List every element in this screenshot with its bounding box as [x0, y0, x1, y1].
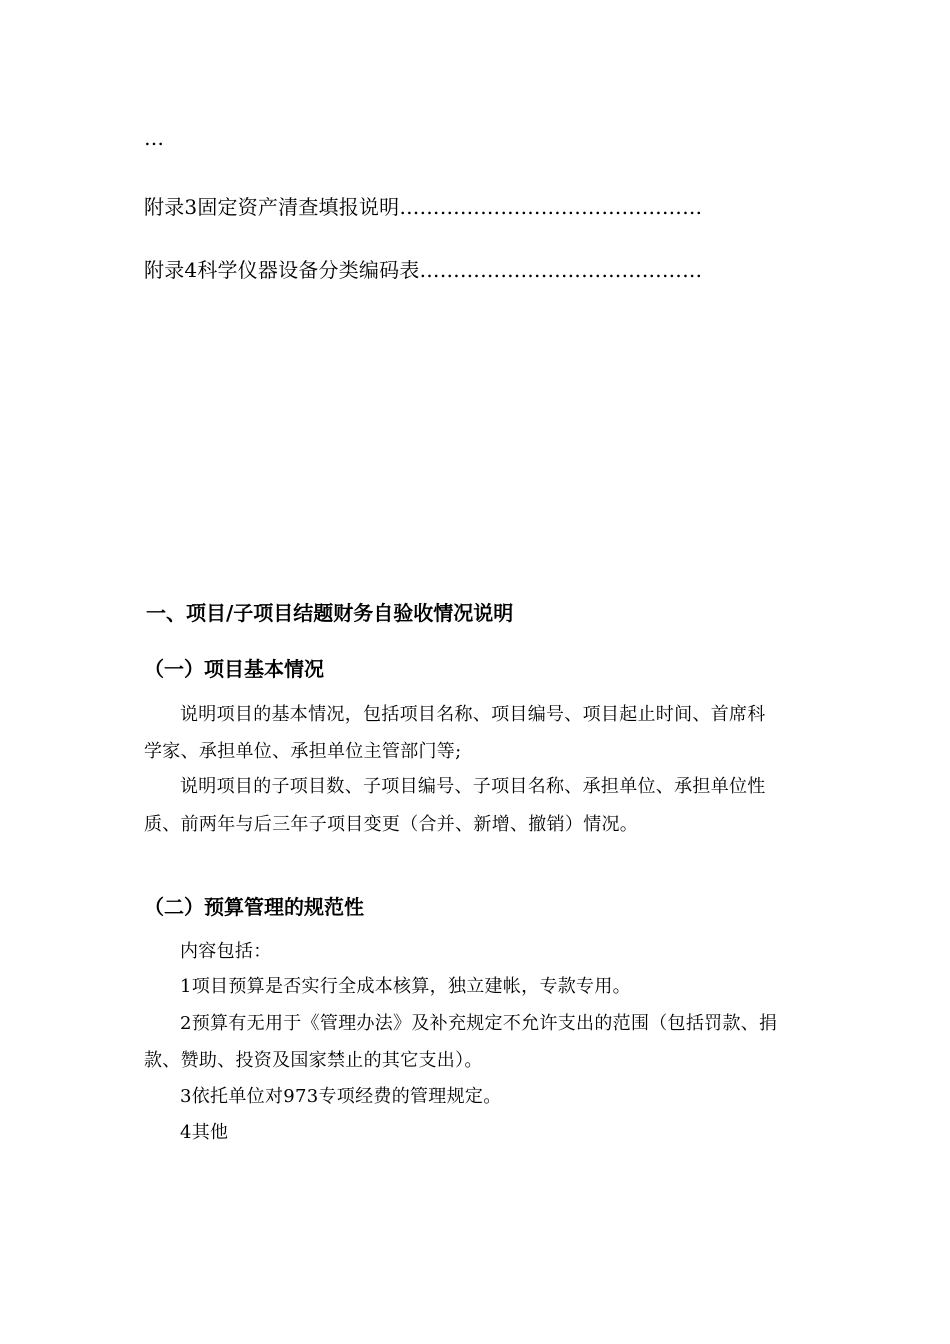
- paragraph-line: 说明项目的基本情况，包括项目名称、项目编号、项目起止时间、首席科: [180, 704, 766, 725]
- list-item: 3依托单位对973专项经费的管理规定。: [180, 1086, 502, 1107]
- paragraph-line: 内容包括：: [180, 941, 272, 962]
- subsection-heading-basic-info: （一）项目基本情况: [144, 657, 324, 681]
- toc-continuation: …: [144, 126, 165, 150]
- toc-entry-appendix-4[interactable]: 附录4科学仪器设备分类编码表……………………………………: [144, 258, 703, 282]
- list-item: 4其他: [180, 1122, 229, 1143]
- paragraph-line: 学家、承担单位、承担单位主管部门等;: [144, 741, 462, 762]
- paragraph-line: 质、前两年与后三年子项目变更（合并、新增、撤销）情况。: [144, 814, 639, 835]
- subsection-heading-budget: （二）预算管理的规范性: [144, 895, 364, 919]
- section-heading: 一、项目/子项目结题财务自验收情况说明: [146, 601, 514, 625]
- list-item: 1项目预算是否实行全成本核算，独立建帐，专款专用。: [180, 976, 631, 997]
- toc-entry-appendix-3[interactable]: 附录3固定资产清查填报说明………………………………………: [144, 195, 703, 219]
- paragraph-line: 说明项目的子项目数、子项目编号、子项目名称、承担单位、承担单位性: [180, 776, 766, 797]
- list-item-continuation: 款、赞助、投资及国家禁止的其它支出）。: [144, 1050, 483, 1071]
- list-item: 2预算有无用于《管理办法》及补充规定不允许支出的范围（包括罚款、捐: [180, 1013, 778, 1034]
